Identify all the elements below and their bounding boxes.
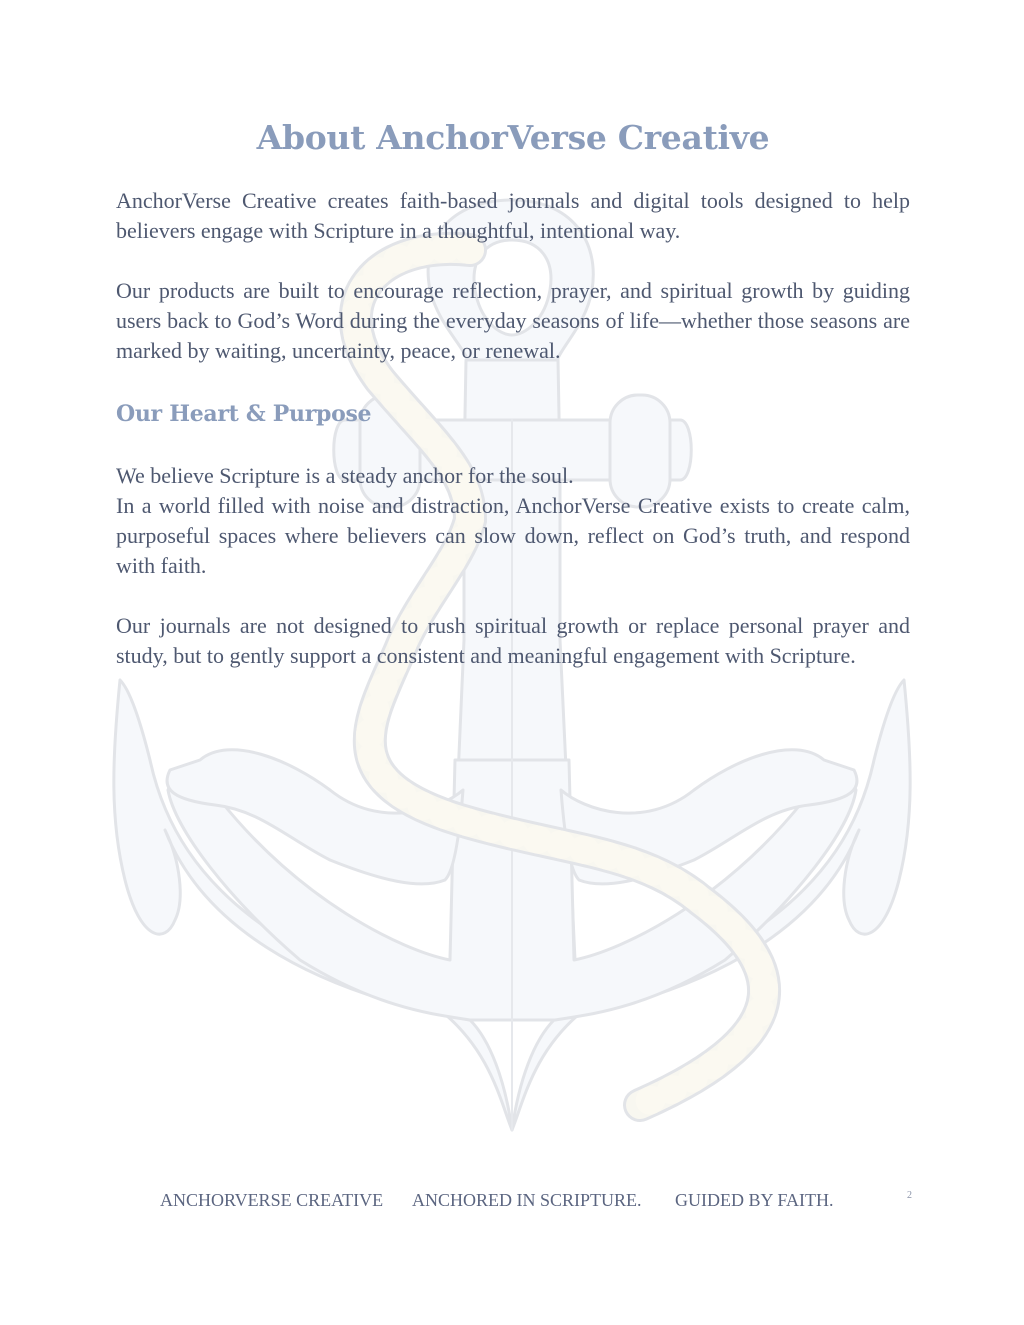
page-title: About AnchorVerse Creative bbox=[256, 118, 770, 157]
products-paragraph: Our products are built to encourage reflection, prayer, and spiritual growth by guiding users back to God’s Word during the everyday seasons of life—whether those seasons are marked by waiting, uncertainty, peace, or renewal. bbox=[116, 278, 910, 363]
belief-line: We believe Scripture is a steady anchor for the soul. bbox=[116, 463, 574, 488]
journals-paragraph: Our journals are not designed to rush spiritual growth or replace personal prayer and study, but to gently support a consistent and meaningful engagement with Scripture. bbox=[116, 613, 910, 668]
page-number: 2 bbox=[907, 1190, 912, 1201]
footer-tagline-1: ANCHORED IN SCRIPTURE. bbox=[412, 1190, 642, 1210]
footer-tagline-2: GUIDED BY FAITH. bbox=[675, 1190, 834, 1210]
page-content bbox=[116, 118, 910, 671]
footer-brand: ANCHORVERSE CREATIVE bbox=[160, 1190, 384, 1210]
intro-paragraph: AnchorVerse Creative creates faith-based journals and digital tools designed to help believers engage with Scripture in a thoughtful, intentional way. bbox=[116, 188, 910, 243]
purpose-text: In a world filled with noise and distraction, AnchorVerse Creative exists to create calm, purposeful spaces where believers can slow down, reflect on God’s truth, and respond with faith. bbox=[116, 493, 910, 578]
belief-paragraph bbox=[116, 461, 910, 581]
section-heading: Our Heart & Purpose bbox=[116, 401, 372, 427]
